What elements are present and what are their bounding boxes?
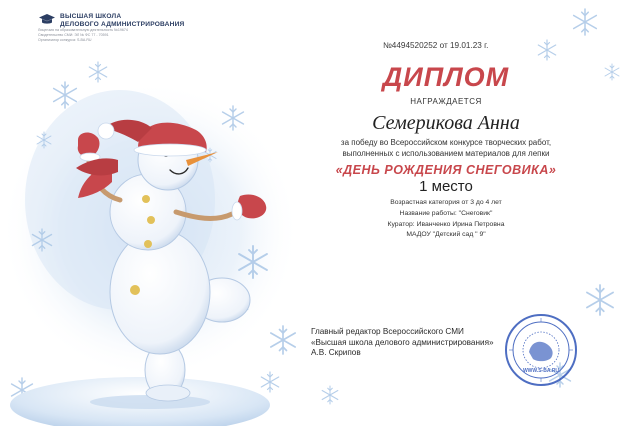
org-legal-info [38,28,228,43]
work-title: Название работы: "Снеговик" [399,209,493,217]
entry-details [316,198,576,241]
diploma-number: №4494520252 от 19.01.23 г. [383,41,489,50]
curator: Куратор: Иванченко Ирина Петровна [387,220,505,228]
awarded-label: НАГРАЖДАЕТСЯ [410,97,482,106]
media-registration-line: Свидетельство СМИ: ЭЛ № ФС 77 - 70591 [38,33,109,37]
age-category: Возрастная категория от 3 до 4 лет [390,199,502,206]
contest-name: «ДЕНЬ РОЖДЕНИЯ СНЕГОВИКА» [335,163,557,177]
signer-position: Главный редактор Всероссийского СМИ [311,327,464,336]
institution: МАДОУ "Детский сад " 9" [406,231,486,239]
description-line: за победу во Всероссийском конкурсе творческих работ, [340,138,552,147]
signer-organization: «Высшая школа делового администрирования» [311,337,494,347]
recipient-name: Семерикова Анна [372,112,520,134]
license-line: Лицензия на образовательную деятельность №19674 [38,28,128,32]
org-name-line2: ДЕЛОВОГО АДМИНИСТРИРОВАНИЯ [60,21,185,28]
diploma-title: ДИПЛОМ [382,62,510,92]
place-award: 1 место [419,178,473,195]
description-line: выполненных с использованием материалов для лепки [342,149,550,158]
stamp-url: WWW.S-BA.RU [522,368,560,374]
signature-block [311,327,494,359]
org-name-line1: ВЫСШАЯ ШКОЛА [60,13,122,20]
organizer-line: Организатор конкурса: S-BA.RU [38,38,92,42]
map-icon [529,342,553,361]
signer-name: А.В. Скрипов [311,348,361,358]
award-description [310,137,582,159]
graduation-cap-icon [38,13,56,25]
official-stamp [503,312,579,388]
